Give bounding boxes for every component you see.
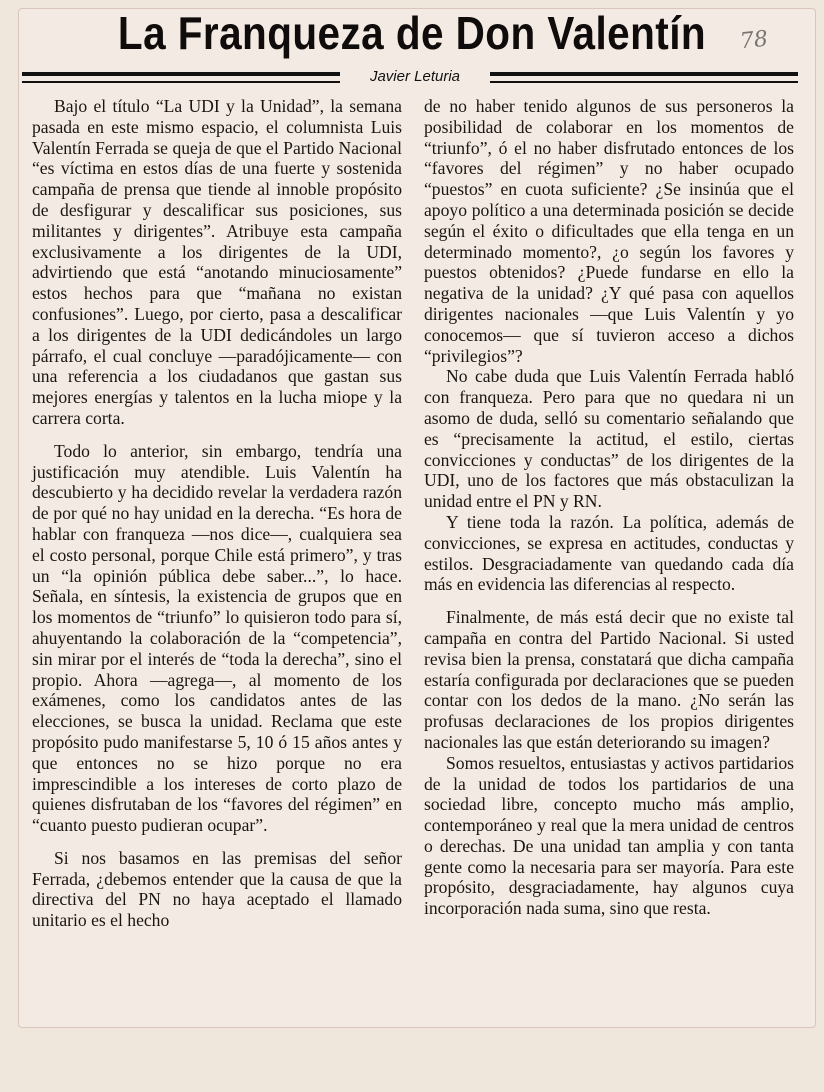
paragraph: Somos resueltos, entusiastas y activos partidarios de la unidad de todos los partidarios de una sociedad libre, concepto mucho más amplio, contemporáneo y real que la mera unidad de centros o derechas. De una unidad tan amplia y con tanta gente como la necesaria para ser mayoría. Para este propósito, desgraciadamente, hay algunos cuya incorporación nada suma, sino que resta.: [424, 752, 794, 919]
paragraph: Todo lo anterior, sin embargo, tendría una justificación muy atendible. Luis Valentín ha descubierto y ha decidido revelar la verdadera razón de por qué no hay unidad en la derecha. “Es hora de hablar con franqueza —nos dice—, cualquiera sea el costo personal, porque Chile está primero”, y tras un “la opinión pública debe saber...”, lo hace. Señala, en síntesis, la existencia de grupos que en los momentos de “triunfo” lo quisieron todo para sí, ahuyentando la colaboración de la “competencia”, sin mirar por el interés de “toda la derecha”, sino el propio. Ahora —agrega—, al momento de los exámenes, como los candidatos antes de las elecciones, se busca la unidad. Reclama que este propósito pudo manifestarse 5, 10 ó 15 años antes y que entonces no se hizo porque no era imprescindible a los intereses de corto plazo de quienes disfrutaban de los “favores del régimen” en “cuanto puesto pudieran ocupar”.: [32, 440, 402, 836]
paragraph: No cabe duda que Luis Valentín Ferrada habló con franqueza. Pero para que no quedara ni un asomo de duda, selló su comentario señalando que es “precisamente la actitud, el estilo, ciertas convicciones y conductas” de los dirigentes de la UDI, uno de los factores que más obstaculizan la unidad entre el PN y RN.: [424, 366, 794, 512]
paragraph: Finalmente, de más está decir que no existe tal campaña en contra del Partido Nacional. Si usted revisa bien la prensa, constatará que dicha campaña estaría configurada por declaraciones que se pueden contar con los dedos de la mano. ¿No serán las profusas declaraciones de los propios dirigentes nacionales las que están deteriorando su imagen?: [424, 607, 794, 752]
handwritten-annotation: 78: [738, 26, 770, 55]
byline-author: Javier Leturia: [369, 68, 461, 85]
divider-rule-left: [22, 70, 340, 84]
paragraph: Y tiene toda la razón. La política, además de convicciones, se expresa en actitudes, conductas y estilos. Desgraciadamente van quedando cada día más en evidencia las diferencias al respecto.: [424, 511, 794, 595]
paragraph: de no haber tenido algunos de sus personeros la posibilidad de colaborar en los momentos de “triunfo”, ó el no haber disfrutado entonces de los “favores del régimen” y no haber ocupado “puestos” en cuota suficiente? ¿Se insinúa que el apoyo político a una determinada posición se decide según el éxito o dificultades que ella tenga en un determinado momento?, ¿o según los favores y puestos obtenidos? ¿Puede fundarse en ello la negativa de la unidad? ¿Y qué pasa con aquellos dirigentes nacionales —que Luis Valentín y yo conocemos— que sí tuvieron acceso a dichos “privilegios”?: [424, 96, 794, 366]
article-column-left: [32, 96, 402, 931]
headline: La Franqueza de Don Valentín: [117, 7, 707, 59]
article-column-right: [424, 96, 794, 919]
paragraph: Bajo el título “La UDI y la Unidad”, la semana pasada en este mismo espacio, el columnista Luis Valentín Ferrada se queja de que el Partido Nacional “es víctima en estos días de una fuerte y sostenida campaña de prensa que tiende al innoble propósito de desfigurar y descalificar sus posiciones, sus militantes y dirigentes”. Atribuye esta campaña exclusivamente a los dirigentes de la UDI, advirtiendo que está “anotando minuciosamente” estos hechos para que “mañana no existan confusiones”. Luego, por cierto, pasa a descalificar a los dirigentes de la UDI dedicándoles un largo párrafo, el cual concluye —paradójicamente— con una referencia a los ciudadanos que gastan sus mejores energías y talentos en la lucha miope y la carrera corta.: [32, 96, 402, 428]
paragraph: Si nos basamos en las premisas del señor Ferrada, ¿debemos entender que la causa de que la directiva del PN no haya aceptado el llamado unitario es el hecho: [32, 847, 402, 931]
divider-rule-right: [490, 70, 798, 84]
byline-row: [22, 66, 798, 88]
